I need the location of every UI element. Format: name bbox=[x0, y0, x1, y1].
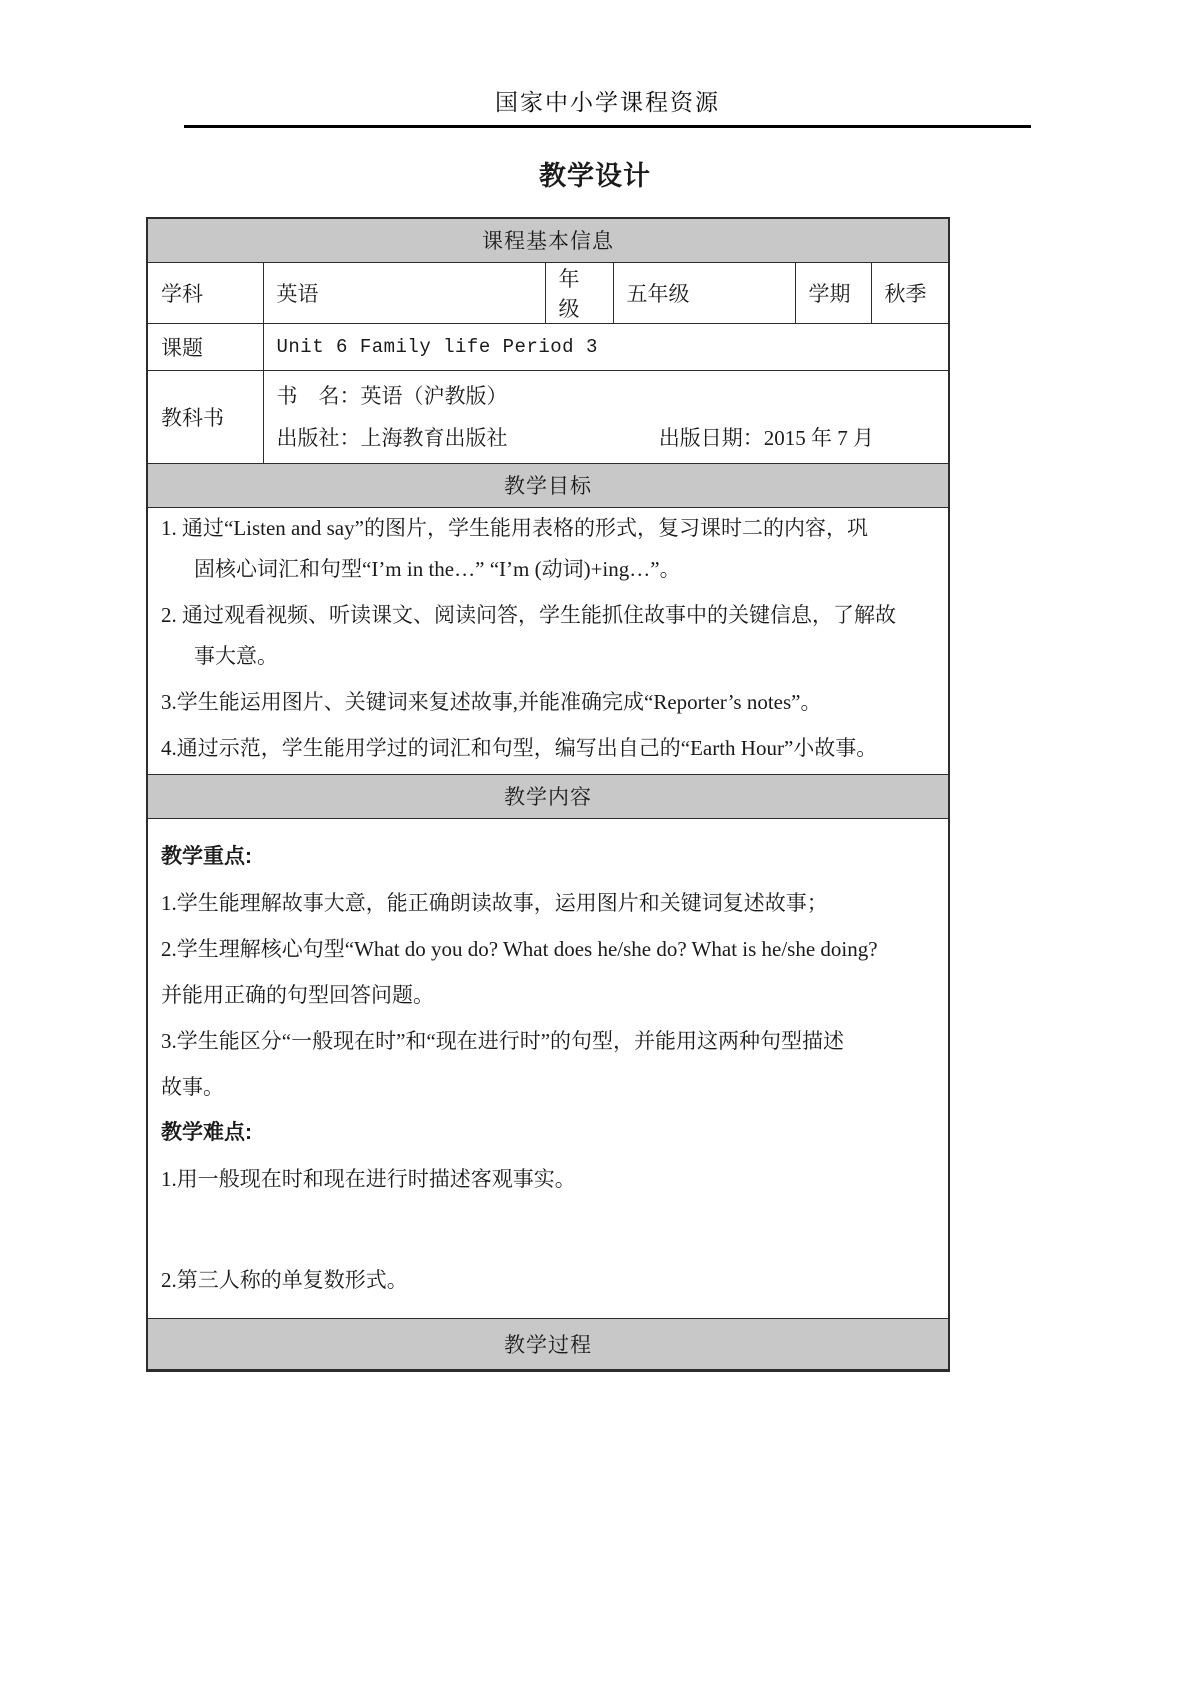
section-row-content bbox=[147, 774, 949, 818]
term-label: 学期 bbox=[795, 262, 871, 323]
objective-line: 4.通过示范，学生能用学过的词汇和句型，编写出自己的“Earth Hour”小故事。 bbox=[161, 735, 878, 760]
key-point-line: 故事。 bbox=[161, 1074, 224, 1099]
objective-item bbox=[161, 728, 935, 769]
objective-line: 事大意。 bbox=[194, 643, 278, 668]
row-textbook bbox=[147, 370, 949, 463]
subject-value: 英语 bbox=[263, 262, 545, 323]
difficulties-label: 教学难点: bbox=[161, 1120, 252, 1144]
key-point-line: 并能用正确的句型回答问题。 bbox=[161, 982, 434, 1007]
objective-line: 1. 通过“Listen and say”的图片，学生能用表格的形式，复习课时二的内容，巩 bbox=[161, 515, 868, 540]
subject-label: 学科 bbox=[147, 262, 263, 323]
document-title: 教学设计 bbox=[539, 161, 651, 191]
content-cell bbox=[147, 818, 949, 1318]
section-row-objectives bbox=[147, 463, 949, 507]
section-header-objectives: 教学目标 bbox=[147, 463, 949, 507]
topic-label: 课题 bbox=[147, 323, 263, 370]
lesson-plan-table bbox=[146, 217, 950, 1372]
section-header-process: 教学过程 bbox=[147, 1318, 949, 1370]
section-row-process bbox=[147, 1318, 949, 1370]
key-point-line: 3.学生能区分“一般现在时”和“现在进行时”的句型，并能用这两种句型描述 bbox=[161, 1028, 845, 1053]
publisher-text: 出版社：上海教育出版社 bbox=[276, 425, 508, 450]
row-topic bbox=[147, 323, 949, 370]
site-header-wrap bbox=[184, 84, 1031, 117]
key-point-line: 1.学生能理解故事大意，能正确朗读故事，运用图片和关键词复述故事； bbox=[161, 890, 828, 915]
difficulty-line: 1.用一般现在时和现在进行时描述客观事实。 bbox=[161, 1166, 576, 1191]
row-objectives-body bbox=[147, 507, 949, 774]
objective-line: 3.学生能运用图片、关键词来复述故事,并能准确完成“Reporter’s notes”。 bbox=[161, 689, 822, 714]
term-value: 秋季 bbox=[871, 262, 949, 323]
publisher-line-wrap bbox=[277, 417, 936, 459]
key-points-label: 教学重点: bbox=[161, 844, 252, 868]
header-divider-rule bbox=[184, 125, 1031, 128]
section-header-content: 教学内容 bbox=[147, 774, 949, 818]
objective-line: 固核心词汇和句型“I’m in the…” “I’m (动词)+ing…”。 bbox=[194, 556, 681, 581]
row-content-body bbox=[147, 818, 949, 1318]
objective-item bbox=[161, 682, 935, 723]
objective-line: 2. 通过观看视频、听读课文、阅读问答，学生能抓住故事中的关键信息，了解故 bbox=[161, 602, 896, 627]
objectives-cell bbox=[147, 507, 949, 774]
difficulty-line: 2.第三人称的单复数形式。 bbox=[161, 1267, 408, 1292]
objective-item bbox=[161, 595, 935, 677]
book-name-line: 书 名：英语（沪教版） bbox=[276, 383, 508, 408]
section-header-basic-info: 课程基本信息 bbox=[147, 218, 949, 262]
grade-value: 五年级 bbox=[613, 262, 795, 323]
textbook-details-cell bbox=[263, 370, 949, 463]
site-header-title: 国家中小学课程资源 bbox=[495, 90, 720, 115]
key-point-line: 2.学生理解核心句型“What do you do? What does he/she do? What is he/she doing? bbox=[161, 936, 878, 961]
topic-value: Unit 6 Family life Period 3 bbox=[263, 323, 949, 370]
textbook-label: 教科书 bbox=[147, 370, 263, 463]
grade-label: 年级 bbox=[545, 262, 613, 323]
section-row-basic-info bbox=[147, 218, 949, 262]
row-subject-grade-term bbox=[147, 262, 949, 323]
objective-item bbox=[161, 508, 935, 590]
publish-date-text: 出版日期：2015 年 7 月 bbox=[658, 425, 874, 450]
